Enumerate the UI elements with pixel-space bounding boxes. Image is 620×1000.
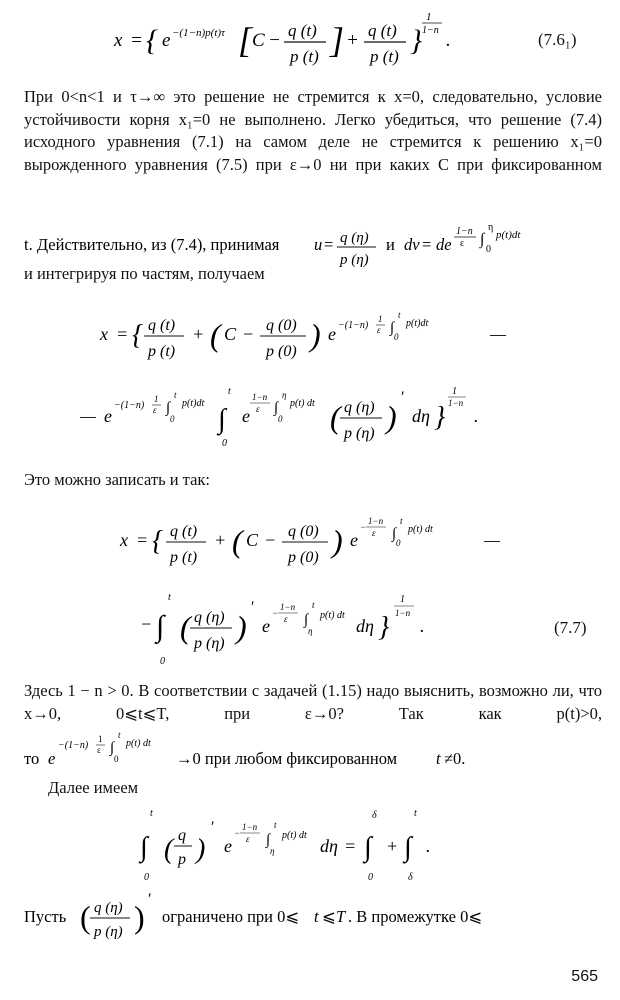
svg-text:1−n: 1−n xyxy=(368,516,384,526)
svg-text:.: . xyxy=(446,30,451,51)
svg-text:η: η xyxy=(282,390,287,400)
formula-b-graphic xyxy=(130,800,490,886)
svg-text:. В промежутке 0⩽: . В промежутке 0⩽ xyxy=(348,907,483,926)
formula-7-7-graphic xyxy=(110,502,510,672)
svg-text:t: t xyxy=(414,808,417,819)
svg-text:=: = xyxy=(324,235,334,254)
svg-text:t. Действительно, из (7.4), пр: t. Действительно, из (7.4), принимая xyxy=(24,235,280,254)
svg-text:q (t): q (t) xyxy=(148,317,176,334)
sentence-1: Это можно записать и так: xyxy=(24,470,211,489)
svg-text:0: 0 xyxy=(486,244,491,255)
svg-text:p(t) dt: p(t) dt xyxy=(282,830,307,841)
svg-text:−: − xyxy=(242,324,255,344)
svg-text:{: { xyxy=(152,526,164,557)
svg-text:(: ( xyxy=(80,899,91,935)
svg-text:t: t xyxy=(174,390,177,400)
svg-text:ε: ε xyxy=(377,325,381,335)
svg-text:): ) xyxy=(236,609,247,645)
svg-text:0: 0 xyxy=(114,754,119,764)
svg-text:1: 1 xyxy=(154,394,159,404)
svg-text:0: 0 xyxy=(170,414,175,424)
svg-text:—: — xyxy=(80,406,97,426)
paragraph-2-line-2: и интегрируя по частям, получаем xyxy=(24,264,265,283)
svg-text:t: t xyxy=(168,592,171,603)
paragraph-3-line xyxy=(24,728,584,774)
svg-text:e: e xyxy=(328,324,336,344)
svg-text:∫: ∫ xyxy=(166,400,171,416)
svg-text:δ: δ xyxy=(372,810,377,821)
svg-text:⩽: ⩽ xyxy=(322,907,336,926)
svg-text:1−n: 1−n xyxy=(395,608,411,618)
svg-text:Пусть: Пусть xyxy=(24,907,67,926)
formula-a-graphic xyxy=(80,298,540,448)
svg-text:t: t xyxy=(228,386,231,397)
svg-text:q (η): q (η) xyxy=(194,609,225,626)
svg-text:ε: ε xyxy=(256,404,260,414)
svg-text:p (t): p (t) xyxy=(170,549,198,566)
svg-text:q: q xyxy=(178,827,186,844)
svg-text:ε: ε xyxy=(153,405,157,415)
svg-text:.: . xyxy=(474,406,479,426)
svg-text:0: 0 xyxy=(144,872,149,883)
formula-b xyxy=(130,800,490,886)
svg-text:T: T xyxy=(336,907,346,926)
svg-text:p (η): p (η) xyxy=(194,635,225,652)
paragraph-2-line-1-graphic xyxy=(24,222,614,270)
sentence-2: Далее имеем xyxy=(48,778,139,797)
svg-text:dη: dη xyxy=(320,836,338,856)
svg-text:p (η): p (η) xyxy=(344,425,375,442)
svg-text:ε: ε xyxy=(460,238,465,249)
svg-text:+: + xyxy=(192,324,205,344)
svg-text:1: 1 xyxy=(400,594,405,605)
svg-text:η: η xyxy=(270,846,275,856)
svg-text:0: 0 xyxy=(396,538,401,548)
formula-7-6-number: (7.6₁) xyxy=(538,30,577,49)
svg-text:e: e xyxy=(162,30,171,51)
svg-text:(: ( xyxy=(164,834,174,865)
svg-text:1−n: 1−n xyxy=(422,25,439,36)
svg-text:∫: ∫ xyxy=(364,832,372,863)
svg-text:′: ′ xyxy=(148,891,152,908)
svg-text:x: x xyxy=(114,30,123,51)
svg-text:x: x xyxy=(120,530,128,550)
svg-text:}: } xyxy=(410,24,422,57)
svg-text:−: − xyxy=(272,608,279,618)
svg-text:(: ( xyxy=(180,609,191,645)
paragraph-4 xyxy=(24,890,614,944)
svg-text:=: = xyxy=(116,324,129,344)
svg-text:и: и xyxy=(386,235,395,254)
svg-text:[: [ xyxy=(238,20,253,60)
svg-text:—: — xyxy=(484,530,501,550)
paragraph-3: Здесь 1 − n > 0. В соответствии с задачей (1.15) надо выяснить, возможно ли, что x→0, 0⩽t⩽T, при ε→0? Так как p(t)>0, xyxy=(24,681,602,723)
svg-text:p(t) dt: p(t) dt xyxy=(320,610,345,621)
svg-text:{: { xyxy=(132,320,144,351)
svg-text:p: p xyxy=(178,851,186,868)
svg-text:′: ′ xyxy=(250,599,254,616)
svg-text:{: { xyxy=(146,24,158,57)
svg-text:1−n: 1−n xyxy=(448,398,464,408)
svg-text:∫: ∫ xyxy=(274,400,279,416)
svg-text:∫: ∫ xyxy=(140,832,148,863)
svg-text:∫: ∫ xyxy=(392,526,397,542)
svg-text:dv: dv xyxy=(404,235,420,254)
svg-text:]: ] xyxy=(330,20,345,60)
svg-text:p(t) dt: p(t) dt xyxy=(290,398,315,409)
svg-text:t: t xyxy=(398,310,401,320)
formula-7-7-number: (7.7) xyxy=(554,618,587,637)
formula-7-6-graphic xyxy=(110,8,510,68)
svg-text:=: = xyxy=(130,30,143,51)
svg-text:−(1−n): −(1−n) xyxy=(114,400,145,411)
svg-text:p(t) dt: p(t) dt xyxy=(126,738,151,749)
paragraph-4-graphic xyxy=(24,890,614,944)
svg-text:→0 при любом фиксированном: →0 при любом фиксированном xyxy=(176,749,398,768)
svg-text:1: 1 xyxy=(426,11,432,23)
svg-text:∫: ∫ xyxy=(480,231,485,248)
svg-text:t: t xyxy=(436,749,441,768)
svg-text:e: e xyxy=(242,406,250,426)
formula-7-7 xyxy=(110,502,510,672)
svg-text:∫: ∫ xyxy=(390,320,395,336)
svg-text:p(t) dt: p(t) dt xyxy=(408,524,433,535)
svg-text:1: 1 xyxy=(452,386,457,397)
svg-text:∫: ∫ xyxy=(304,612,309,628)
svg-text:+: + xyxy=(346,30,359,51)
svg-text:∫: ∫ xyxy=(404,832,412,863)
svg-text:t: t xyxy=(400,516,403,526)
svg-text:то: то xyxy=(24,749,40,768)
svg-text:u: u xyxy=(314,235,323,254)
svg-text:(: ( xyxy=(232,523,243,559)
svg-text:−: − xyxy=(360,522,367,532)
svg-text:): ) xyxy=(332,523,343,559)
formula-a xyxy=(80,298,540,448)
paragraph-1: При 0<n<1 и τ→∞ это решение не стремится к x=0, следовательно, условие устойчивости корня x₁=0 не выполнено. Легко убедиться, что решение (7.4) исходного уравнения (7.1) на самом деле не стремится к решению x₁=0 вырожденного уравнения (7.5) при ε→0 ни при каких C при фиксированном xyxy=(24,87,602,174)
svg-text:(: ( xyxy=(330,399,341,435)
svg-text:q (t): q (t) xyxy=(170,523,198,540)
formula-7-6 xyxy=(110,8,510,68)
svg-text:C: C xyxy=(224,324,237,344)
svg-text:p (η): p (η) xyxy=(94,924,123,940)
svg-text:1−n: 1−n xyxy=(252,392,268,402)
svg-text:}: } xyxy=(378,612,390,643)
svg-text:p(t)dt: p(t)dt xyxy=(182,398,205,409)
svg-text:): ) xyxy=(386,399,397,435)
svg-text:e: e xyxy=(224,836,232,856)
svg-text:1: 1 xyxy=(378,314,383,324)
svg-text:∫: ∫ xyxy=(218,404,226,435)
svg-text:−(1−n): −(1−n) xyxy=(58,740,89,751)
svg-text:ε: ε xyxy=(372,528,376,538)
svg-text:p (t): p (t) xyxy=(370,47,399,66)
svg-text:.: . xyxy=(420,616,425,636)
svg-text:ε: ε xyxy=(284,614,288,624)
svg-text:dη: dη xyxy=(412,406,430,426)
svg-text:ε: ε xyxy=(97,745,101,755)
svg-text:1−n: 1−n xyxy=(280,602,296,612)
svg-text:=: = xyxy=(344,836,357,856)
svg-text:0: 0 xyxy=(222,438,227,448)
svg-text:t: t xyxy=(150,808,153,819)
page-number: 565 xyxy=(571,968,598,985)
svg-text:0: 0 xyxy=(368,872,373,883)
svg-text:p (t): p (t) xyxy=(148,343,176,360)
paragraph-3-line-graphic xyxy=(24,728,584,774)
svg-text:dη: dη xyxy=(356,616,374,636)
svg-text:q (t): q (t) xyxy=(288,21,317,40)
svg-text:q (η): q (η) xyxy=(344,399,375,416)
svg-text:1−n: 1−n xyxy=(456,226,473,237)
svg-text:e: e xyxy=(262,616,270,636)
svg-text:p (t): p (t) xyxy=(290,47,319,66)
svg-text:′: ′ xyxy=(210,819,214,836)
svg-text:≠0.: ≠0. xyxy=(444,749,466,768)
svg-text:q (η): q (η) xyxy=(340,230,369,246)
svg-text:p (0): p (0) xyxy=(288,549,319,566)
svg-text:e: e xyxy=(104,406,112,426)
svg-text:q (η): q (η) xyxy=(94,900,123,916)
svg-text:1−n: 1−n xyxy=(242,822,258,832)
svg-text:∫: ∫ xyxy=(110,740,115,756)
svg-text:η: η xyxy=(308,626,313,636)
svg-text:−: − xyxy=(264,530,277,550)
svg-text:x: x xyxy=(100,324,108,344)
svg-text:): ) xyxy=(134,899,145,935)
svg-text:∫: ∫ xyxy=(156,610,165,643)
svg-text:C: C xyxy=(252,30,265,51)
svg-text:q (0): q (0) xyxy=(266,317,297,334)
svg-text:∫: ∫ xyxy=(266,832,271,848)
svg-text:q (0): q (0) xyxy=(288,523,319,540)
svg-text:e: e xyxy=(48,749,56,768)
svg-text:ограничено при 0⩽: ограничено при 0⩽ xyxy=(162,907,300,926)
svg-text:−(1−n): −(1−n) xyxy=(338,320,369,331)
svg-text:′: ′ xyxy=(400,389,404,406)
svg-text:t: t xyxy=(312,600,315,610)
svg-text:}: } xyxy=(434,402,446,433)
svg-text:de: de xyxy=(436,235,452,254)
svg-text:=: = xyxy=(422,235,432,254)
paragraph-2-line-1 xyxy=(24,222,614,270)
svg-text:): ) xyxy=(196,834,206,865)
svg-text:0: 0 xyxy=(394,332,399,342)
svg-text:.: . xyxy=(426,836,431,856)
svg-text:0: 0 xyxy=(278,414,283,424)
svg-text:e: e xyxy=(350,530,358,550)
svg-text:=: = xyxy=(136,530,149,550)
svg-text:t: t xyxy=(314,907,319,926)
svg-text:p(t)dt: p(t)dt xyxy=(406,318,429,329)
svg-text:): ) xyxy=(310,317,321,353)
svg-text:t: t xyxy=(274,820,277,830)
svg-text:δ: δ xyxy=(408,872,413,883)
svg-text:—: — xyxy=(490,324,507,344)
svg-text:−: − xyxy=(268,30,281,51)
svg-text:−: − xyxy=(140,614,153,634)
svg-text:t: t xyxy=(118,730,121,740)
svg-text:(: ( xyxy=(210,317,221,353)
svg-text:p (0): p (0) xyxy=(266,343,297,360)
svg-text:C: C xyxy=(246,530,259,550)
svg-text:1: 1 xyxy=(98,734,103,744)
svg-text:p (η): p (η) xyxy=(340,252,369,268)
svg-text:−(1−n)p(t)τ: −(1−n)p(t)τ xyxy=(172,27,225,39)
svg-text:p(t)dt: p(t)dt xyxy=(496,229,521,241)
svg-text:η: η xyxy=(488,222,494,233)
svg-text:ε: ε xyxy=(246,834,250,844)
svg-text:0: 0 xyxy=(160,656,165,667)
svg-text:+: + xyxy=(386,836,399,856)
svg-text:+: + xyxy=(214,530,227,550)
svg-text:q (t): q (t) xyxy=(368,21,397,40)
svg-text:−: − xyxy=(234,828,241,838)
